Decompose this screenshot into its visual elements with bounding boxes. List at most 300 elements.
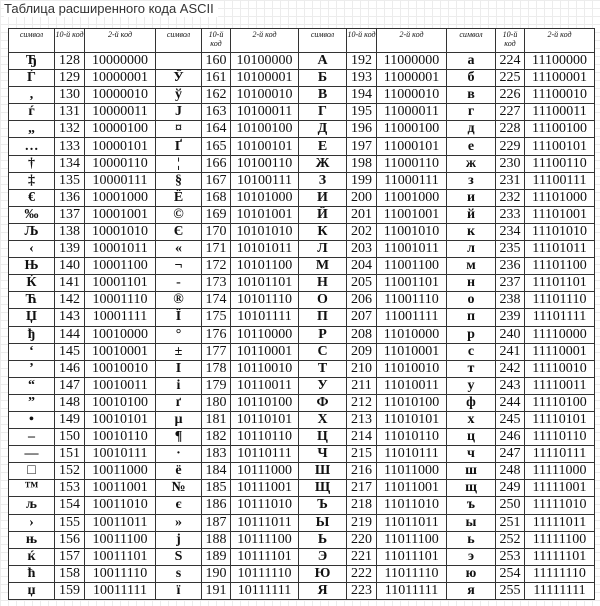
decimal-code-cell: 194 <box>347 87 377 104</box>
decimal-code-cell: 203 <box>347 241 377 258</box>
table-body <box>9 53 595 600</box>
symbol-cell: Ц <box>299 429 347 446</box>
decimal-code-cell: 215 <box>347 446 377 463</box>
symbol-cell: ь <box>447 531 496 548</box>
symbol-cell: Ы <box>299 514 347 531</box>
decimal-code-cell: 151 <box>55 446 85 463</box>
decimal-code-cell: 250 <box>496 497 525 514</box>
table-row <box>9 138 595 155</box>
header-binary-code: 2-й код <box>231 29 299 53</box>
binary-code-cell: 11000110 <box>377 155 447 172</box>
decimal-code-cell: 132 <box>55 121 85 138</box>
binary-code-cell: 11111010 <box>525 497 595 514</box>
symbol-cell: Ђ <box>9 53 55 70</box>
symbol-cell: Я <box>299 582 347 599</box>
binary-code-cell: 11110101 <box>525 411 595 428</box>
decimal-code-cell: 142 <box>55 292 85 309</box>
symbol-cell: Х <box>299 411 347 428</box>
symbol-cell: щ <box>447 480 496 497</box>
symbol-cell: З <box>299 172 347 189</box>
decimal-code-cell: 240 <box>496 326 525 343</box>
binary-code-cell: 10011110 <box>85 565 156 582</box>
table-row <box>9 241 595 258</box>
binary-code-cell: 10101101 <box>231 275 299 292</box>
binary-code-cell: 10011011 <box>85 514 156 531</box>
symbol-cell: ч <box>447 446 496 463</box>
symbol-cell: — <box>9 446 55 463</box>
binary-code-cell: 11100101 <box>525 138 595 155</box>
binary-code-cell: 11010010 <box>377 360 447 377</box>
binary-code-cell: 10000010 <box>85 87 156 104</box>
symbol-cell: » <box>156 514 202 531</box>
decimal-code-cell: 195 <box>347 104 377 121</box>
symbol-cell: µ <box>156 411 202 428</box>
decimal-code-cell: 189 <box>202 548 231 565</box>
decimal-code-cell: 220 <box>347 531 377 548</box>
decimal-code-cell: 225 <box>496 70 525 87</box>
decimal-code-cell: 204 <box>347 258 377 275</box>
symbol-cell: ц <box>447 429 496 446</box>
symbol-cell: Ч <box>299 446 347 463</box>
symbol-cell: О <box>299 292 347 309</box>
symbol-cell: ’ <box>9 360 55 377</box>
header-row <box>9 29 595 53</box>
binary-code-cell: 11010011 <box>377 377 447 394</box>
binary-code-cell: 10010111 <box>85 446 156 463</box>
symbol-cell: ® <box>156 292 202 309</box>
binary-code-cell: 10000110 <box>85 155 156 172</box>
binary-code-cell: 11110010 <box>525 360 595 377</box>
decimal-code-cell: 192 <box>347 53 377 70</box>
binary-code-cell: 10010110 <box>85 429 156 446</box>
symbol-cell: Ѓ <box>9 70 55 87</box>
decimal-code-cell: 157 <box>55 548 85 565</box>
header-decimal-code: 10-й код <box>347 29 377 53</box>
decimal-code-cell: 129 <box>55 70 85 87</box>
binary-code-cell: 10001001 <box>85 206 156 223</box>
symbol-cell: Ф <box>299 394 347 411</box>
binary-code-cell: 11000000 <box>377 53 447 70</box>
binary-code-cell: 11101011 <box>525 241 595 258</box>
decimal-code-cell: 249 <box>496 480 525 497</box>
symbol-cell: Э <box>299 548 347 565</box>
binary-code-cell: 11000101 <box>377 138 447 155</box>
table-row <box>9 258 595 275</box>
binary-code-cell: 11101001 <box>525 206 595 223</box>
decimal-code-cell: 239 <box>496 309 525 326</box>
decimal-code-cell: 198 <box>347 155 377 172</box>
header-binary-code: 2-й код <box>525 29 595 53</box>
binary-code-cell: 10111000 <box>231 463 299 480</box>
decimal-code-cell: 206 <box>347 292 377 309</box>
binary-code-cell: 10100111 <box>231 172 299 189</box>
symbol-cell: Ь <box>299 531 347 548</box>
binary-code-cell: 11110001 <box>525 343 595 360</box>
table-row <box>9 548 595 565</box>
symbol-cell: и <box>447 189 496 206</box>
table-row <box>9 326 595 343</box>
decimal-code-cell: 172 <box>202 258 231 275</box>
table-row <box>9 223 595 240</box>
symbol-cell: ф <box>447 394 496 411</box>
decimal-code-cell: 216 <box>347 463 377 480</box>
table-row <box>9 53 595 70</box>
binary-code-cell: 11101000 <box>525 189 595 206</box>
decimal-code-cell: 208 <box>347 326 377 343</box>
decimal-code-cell: 205 <box>347 275 377 292</box>
binary-code-cell: 11011111 <box>377 582 447 599</box>
symbol-cell: А <box>299 53 347 70</box>
symbol-cell: р <box>447 326 496 343</box>
decimal-code-cell: 234 <box>496 223 525 240</box>
binary-code-cell: 10111110 <box>231 565 299 582</box>
binary-code-cell: 10011101 <box>85 548 156 565</box>
symbol-cell: – <box>9 429 55 446</box>
binary-code-cell: 10001101 <box>85 275 156 292</box>
binary-code-cell: 11010110 <box>377 429 447 446</box>
symbol-cell: Љ <box>9 223 55 240</box>
binary-code-cell: 11101010 <box>525 223 595 240</box>
binary-code-cell: 11000010 <box>377 87 447 104</box>
symbol-cell: ¬ <box>156 258 202 275</box>
symbol-cell: Ш <box>299 463 347 480</box>
binary-code-cell: 10001000 <box>85 189 156 206</box>
binary-code-cell: 11110000 <box>525 326 595 343</box>
page-title: Таблица расширенного кода ASCII <box>4 1 218 17</box>
decimal-code-cell: 156 <box>55 531 85 548</box>
decimal-code-cell: 231 <box>496 172 525 189</box>
decimal-code-cell: 227 <box>496 104 525 121</box>
symbol-cell: Ј <box>156 104 202 121</box>
binary-code-cell: 10100110 <box>231 155 299 172</box>
symbol-cell: Е <box>299 138 347 155</box>
binary-code-cell: 11110111 <box>525 446 595 463</box>
binary-code-cell: 11100000 <box>525 53 595 70</box>
table-row <box>9 446 595 463</box>
binary-code-cell: 10000000 <box>85 53 156 70</box>
decimal-code-cell: 233 <box>496 206 525 223</box>
table-row <box>9 104 595 121</box>
table-row <box>9 514 595 531</box>
binary-code-cell: 11001001 <box>377 206 447 223</box>
symbol-cell: С <box>299 343 347 360</box>
decimal-code-cell: 209 <box>347 343 377 360</box>
decimal-code-cell: 152 <box>55 463 85 480</box>
decimal-code-cell: 237 <box>496 275 525 292</box>
symbol-cell: Б <box>299 70 347 87</box>
decimal-code-cell: 182 <box>202 429 231 446</box>
decimal-code-cell: 222 <box>347 565 377 582</box>
binary-code-cell: 11011110 <box>377 565 447 582</box>
decimal-code-cell: 193 <box>347 70 377 87</box>
binary-code-cell: 11100111 <box>525 172 595 189</box>
symbol-cell: ѓ <box>9 104 55 121</box>
binary-code-cell: 10111111 <box>231 582 299 599</box>
decimal-code-cell: 135 <box>55 172 85 189</box>
symbol-cell: й <box>447 206 496 223</box>
table-row <box>9 582 595 599</box>
symbol-cell: і <box>156 377 202 394</box>
decimal-code-cell: 217 <box>347 480 377 497</box>
decimal-code-cell: 244 <box>496 394 525 411</box>
decimal-code-cell: 248 <box>496 463 525 480</box>
decimal-code-cell: 171 <box>202 241 231 258</box>
decimal-code-cell: 218 <box>347 497 377 514</box>
binary-code-cell: 11101100 <box>525 258 595 275</box>
decimal-code-cell: 243 <box>496 377 525 394</box>
decimal-code-cell: 224 <box>496 53 525 70</box>
binary-code-cell: 11100001 <box>525 70 595 87</box>
symbol-cell: ъ <box>447 497 496 514</box>
binary-code-cell: 10101111 <box>231 309 299 326</box>
decimal-code-cell: 191 <box>202 582 231 599</box>
symbol-cell: ы <box>447 514 496 531</box>
decimal-code-cell: 253 <box>496 548 525 565</box>
decimal-code-cell: 251 <box>496 514 525 531</box>
decimal-code-cell: 137 <box>55 206 85 223</box>
symbol-cell: › <box>9 514 55 531</box>
symbol-cell: Ѕ <box>156 548 202 565</box>
table-row <box>9 87 595 104</box>
symbol-cell: ў <box>156 87 202 104</box>
table-row <box>9 429 595 446</box>
symbol-cell: њ <box>9 531 55 548</box>
table-row <box>9 394 595 411</box>
binary-code-cell: 11010000 <box>377 326 447 343</box>
decimal-code-cell: 167 <box>202 172 231 189</box>
decimal-code-cell: 199 <box>347 172 377 189</box>
symbol-cell: Њ <box>9 258 55 275</box>
symbol-cell: Ё <box>156 189 202 206</box>
binary-code-cell: 11110100 <box>525 394 595 411</box>
symbol-cell: « <box>156 241 202 258</box>
symbol-cell: у <box>447 377 496 394</box>
table-row <box>9 292 595 309</box>
decimal-code-cell: 163 <box>202 104 231 121</box>
decimal-code-cell: 226 <box>496 87 525 104</box>
decimal-code-cell: 147 <box>55 377 85 394</box>
binary-code-cell: 10010101 <box>85 411 156 428</box>
binary-code-cell: 10001111 <box>85 309 156 326</box>
table-row <box>9 70 595 87</box>
symbol-cell: Ќ <box>9 275 55 292</box>
symbol-cell: ќ <box>9 548 55 565</box>
binary-code-cell: 11000100 <box>377 121 447 138</box>
symbol-cell: ‹ <box>9 241 55 258</box>
binary-code-cell: 10110000 <box>231 326 299 343</box>
decimal-code-cell: 247 <box>496 446 525 463</box>
symbol-cell: ™ <box>9 480 55 497</box>
decimal-code-cell: 228 <box>496 121 525 138</box>
decimal-code-cell: 165 <box>202 138 231 155</box>
symbol-cell: ј <box>156 531 202 548</box>
decimal-code-cell: 146 <box>55 360 85 377</box>
decimal-code-cell: 235 <box>496 241 525 258</box>
decimal-code-cell: 131 <box>55 104 85 121</box>
table-row <box>9 275 595 292</box>
symbol-cell: ± <box>156 343 202 360</box>
binary-code-cell: 10101010 <box>231 223 299 240</box>
decimal-code-cell: 145 <box>55 343 85 360</box>
ascii-table <box>8 28 595 600</box>
binary-code-cell: 11001101 <box>377 275 447 292</box>
binary-code-cell: 10111101 <box>231 548 299 565</box>
binary-code-cell: 10100101 <box>231 138 299 155</box>
table-row <box>9 206 595 223</box>
header-decimal-code: 10-й код <box>55 29 85 53</box>
binary-code-cell: 10111010 <box>231 497 299 514</box>
symbol-cell: Џ <box>9 309 55 326</box>
table-row <box>9 497 595 514</box>
decimal-code-cell: 150 <box>55 429 85 446</box>
symbol-cell: Д <box>299 121 347 138</box>
binary-code-cell: 11111011 <box>525 514 595 531</box>
binary-code-cell: 11100011 <box>525 104 595 121</box>
decimal-code-cell: 242 <box>496 360 525 377</box>
decimal-code-cell: 130 <box>55 87 85 104</box>
symbol-cell: ¤ <box>156 121 202 138</box>
binary-code-cell: 10110011 <box>231 377 299 394</box>
binary-code-cell: 10110100 <box>231 394 299 411</box>
symbol-cell: ш <box>447 463 496 480</box>
table-row <box>9 309 595 326</box>
symbol-cell: в <box>447 87 496 104</box>
decimal-code-cell: 179 <box>202 377 231 394</box>
symbol-cell: † <box>9 155 55 172</box>
binary-code-cell: 11001110 <box>377 292 447 309</box>
decimal-code-cell: 160 <box>202 53 231 70</box>
symbol-cell: - <box>156 275 202 292</box>
binary-code-cell: 10011010 <box>85 497 156 514</box>
binary-code-cell: 10011000 <box>85 463 156 480</box>
binary-code-cell: 11111110 <box>525 565 595 582</box>
binary-code-cell: 11111100 <box>525 531 595 548</box>
symbol-cell: П <box>299 309 347 326</box>
symbol-cell: „ <box>9 121 55 138</box>
decimal-code-cell: 180 <box>202 394 231 411</box>
binary-code-cell: 11000001 <box>377 70 447 87</box>
decimal-code-cell: 245 <box>496 411 525 428</box>
binary-code-cell: 10000001 <box>85 70 156 87</box>
binary-code-cell: 10011001 <box>85 480 156 497</box>
binary-code-cell: 11010001 <box>377 343 447 360</box>
table-row <box>9 565 595 582</box>
symbol-cell: ¶ <box>156 429 202 446</box>
decimal-code-cell: 190 <box>202 565 231 582</box>
table-row <box>9 172 595 189</box>
binary-code-cell: 10011100 <box>85 531 156 548</box>
header-binary-code: 2-й код <box>377 29 447 53</box>
decimal-code-cell: 173 <box>202 275 231 292</box>
symbol-cell: № <box>156 480 202 497</box>
symbol-cell: к <box>447 223 496 240</box>
table-row <box>9 411 595 428</box>
symbol-cell: о <box>447 292 496 309</box>
decimal-code-cell: 185 <box>202 480 231 497</box>
table-row <box>9 343 595 360</box>
decimal-code-cell: 174 <box>202 292 231 309</box>
decimal-code-cell: 158 <box>55 565 85 582</box>
decimal-code-cell: 230 <box>496 155 525 172</box>
symbol-cell: ж <box>447 155 496 172</box>
decimal-code-cell: 187 <box>202 514 231 531</box>
symbol-cell: є <box>156 497 202 514</box>
decimal-code-cell: 210 <box>347 360 377 377</box>
binary-code-cell: 11011000 <box>377 463 447 480</box>
binary-code-cell: 11110110 <box>525 429 595 446</box>
binary-code-cell: 10001110 <box>85 292 156 309</box>
symbol-cell: М <box>299 258 347 275</box>
decimal-code-cell: 162 <box>202 87 231 104</box>
symbol-cell: ѕ <box>156 565 202 582</box>
symbol-cell: Г <box>299 104 347 121</box>
binary-code-cell: 10110001 <box>231 343 299 360</box>
symbol-cell: У <box>299 377 347 394</box>
decimal-code-cell: 211 <box>347 377 377 394</box>
binary-code-cell: 11001011 <box>377 241 447 258</box>
binary-code-cell: 10001100 <box>85 258 156 275</box>
symbol-cell: К <box>299 223 347 240</box>
decimal-code-cell: 128 <box>55 53 85 70</box>
binary-code-cell: 11000011 <box>377 104 447 121</box>
symbol-cell: ‰ <box>9 206 55 223</box>
decimal-code-cell: 170 <box>202 223 231 240</box>
decimal-code-cell: 169 <box>202 206 231 223</box>
binary-code-cell: 11011100 <box>377 531 447 548</box>
decimal-code-cell: 154 <box>55 497 85 514</box>
symbol-cell: е <box>447 138 496 155</box>
symbol-cell: Ж <box>299 155 347 172</box>
binary-code-cell: 11110011 <box>525 377 595 394</box>
symbol-cell: ¦ <box>156 155 202 172</box>
decimal-code-cell: 168 <box>202 189 231 206</box>
binary-code-cell: 10111001 <box>231 480 299 497</box>
decimal-code-cell: 221 <box>347 548 377 565</box>
decimal-code-cell: 223 <box>347 582 377 599</box>
decimal-code-cell: 138 <box>55 223 85 240</box>
binary-code-cell: 11001111 <box>377 309 447 326</box>
binary-code-cell: 11111001 <box>525 480 595 497</box>
symbol-cell: д <box>447 121 496 138</box>
decimal-code-cell: 155 <box>55 514 85 531</box>
symbol-cell: Є <box>156 223 202 240</box>
symbol-cell: Н <box>299 275 347 292</box>
binary-code-cell: 10000111 <box>85 172 156 189</box>
binary-code-cell: 11010111 <box>377 446 447 463</box>
decimal-code-cell: 149 <box>55 411 85 428</box>
binary-code-cell: 10010001 <box>85 343 156 360</box>
binary-code-cell: 10000100 <box>85 121 156 138</box>
decimal-code-cell: 144 <box>55 326 85 343</box>
decimal-code-cell: 200 <box>347 189 377 206</box>
symbol-cell: ђ <box>9 326 55 343</box>
symbol-cell: ё <box>156 463 202 480</box>
decimal-code-cell: 236 <box>496 258 525 275</box>
binary-code-cell: 11101110 <box>525 292 595 309</box>
decimal-code-cell: 140 <box>55 258 85 275</box>
decimal-code-cell: 175 <box>202 309 231 326</box>
symbol-cell: Р <box>299 326 347 343</box>
binary-code-cell: 11100100 <box>525 121 595 138</box>
binary-code-cell: 10101001 <box>231 206 299 223</box>
decimal-code-cell: 139 <box>55 241 85 258</box>
symbol-cell: Ъ <box>299 497 347 514</box>
symbol-cell: ћ <box>9 565 55 582</box>
decimal-code-cell: 241 <box>496 343 525 360</box>
binary-code-cell: 11000111 <box>377 172 447 189</box>
symbol-cell: · <box>156 446 202 463</box>
decimal-code-cell: 159 <box>55 582 85 599</box>
